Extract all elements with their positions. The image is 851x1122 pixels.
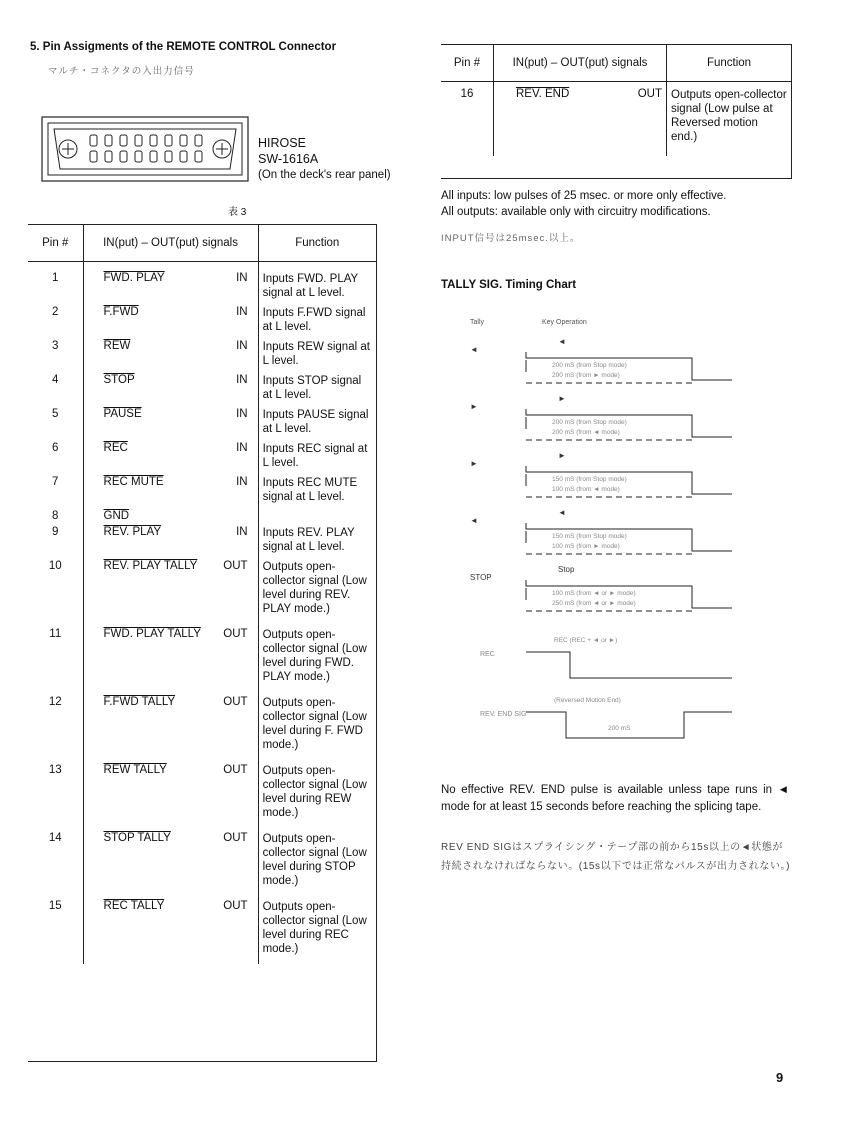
section-title-jp: マルチ・コネクタの入出力信号	[48, 66, 195, 77]
pin-signal: $\overline{GND}$	[103, 510, 130, 522]
pin-function: Inputs REC MUTE signal at L level.	[258, 472, 376, 506]
pin-signal: STOP TALLY	[103, 832, 171, 844]
connector-pin	[180, 135, 187, 146]
connector-pin	[135, 135, 142, 146]
chart-duration-1: 150 mS (from Stop mode)	[552, 476, 627, 483]
connector-model: SW-1616A	[258, 152, 319, 166]
pin-direction: OUT	[223, 628, 248, 640]
pin16-pin-header: Pin #	[441, 45, 494, 82]
pin-number: 15	[48, 900, 62, 912]
table-row	[28, 828, 376, 896]
pin-function: Outputs open-collector signal (Low level during REW mode.)	[258, 760, 376, 828]
table-row	[28, 506, 376, 522]
pin-function: Outputs open-collector signal (Low level during REC mode.)	[258, 896, 376, 964]
pin-function: Inputs REW signal at L level.	[258, 336, 376, 370]
table-row	[28, 624, 376, 692]
pin-number: 11	[49, 628, 62, 640]
pin-function: Inputs PAUSE signal at L level.	[258, 404, 376, 438]
pin-function	[258, 506, 376, 522]
pin-function: Inputs STOP signal at L level.	[258, 370, 376, 404]
timing-chart	[470, 310, 750, 750]
pin16-function-header: Function	[667, 45, 792, 82]
connector-maker: HIROSE	[258, 136, 306, 150]
connector-pin	[195, 135, 202, 146]
connector-pin	[90, 135, 97, 146]
pin-function: Outputs open-collector signal (Low level during STOP mode.)	[258, 828, 376, 896]
chart-duration-1: 200 mS (from Stop mode)	[552, 362, 627, 369]
chart-key-mark: ►	[558, 451, 566, 460]
chart-tally-label: ►	[470, 459, 478, 468]
pin-number: 7	[52, 476, 59, 488]
pin-signal: F.FWD TALLY	[103, 696, 176, 708]
table-row	[28, 692, 376, 760]
pin-signal: FWD. PLAY	[103, 272, 165, 284]
note-jp: INPUT信号は25msec.以上。	[441, 233, 581, 244]
chart-key-mark: ◄	[558, 337, 566, 346]
connector-pin	[165, 135, 172, 146]
pin-number: 3	[52, 340, 59, 352]
pin-direction: OUT	[223, 764, 248, 776]
pin-header: Pin #	[28, 225, 83, 262]
pin-number: 5	[52, 408, 59, 420]
chart-col-tally: Tally	[470, 319, 485, 326]
connector-pin	[105, 151, 112, 162]
pin-signal: PAUSE	[103, 408, 142, 420]
pin-direction: OUT	[223, 900, 248, 912]
pin-signal: REC MUTE	[103, 476, 164, 488]
chart-duration-1: 150 mS (from Stop mode)	[552, 533, 627, 540]
chart-revend-duration: 200 mS	[608, 725, 631, 732]
pin-direction: OUT	[223, 560, 248, 572]
table-row	[28, 262, 376, 303]
note-outputs: All outputs: available only with circuitry modifications.	[441, 206, 711, 218]
pin-function: Outputs open-collector signal (Low level during REV. PLAY mode.)	[258, 556, 376, 624]
connector-pin	[90, 151, 97, 162]
connector-pin	[120, 135, 127, 146]
pin-number: 1	[52, 272, 59, 284]
table-row	[28, 438, 376, 472]
pin-signal: $\overline{REW}$	[103, 340, 131, 352]
chart-tally-label: ►	[470, 402, 478, 411]
pin-function: Inputs REC signal at L level.	[258, 438, 376, 472]
pin-number: 4	[52, 374, 59, 386]
connector-pin	[120, 151, 127, 162]
chart-duration-2: 200 mS (from ► mode)	[552, 372, 620, 379]
pin-table	[28, 225, 376, 964]
pin-number: 9	[52, 526, 59, 538]
pin16-function: Outputs open-collector signal (Low pulse at Reversed motion end.)	[667, 82, 792, 157]
chart-duration-2: 100 mS (from ► mode)	[552, 543, 620, 550]
pin-signal: REV. PLAY	[103, 526, 162, 538]
connector-pin	[165, 151, 172, 162]
table-row	[28, 404, 376, 438]
table-row	[28, 302, 376, 336]
pin16-signals-header: IN(put) – OUT(put) signals	[494, 45, 667, 82]
pin-direction: IN	[236, 442, 248, 454]
pin-number: 13	[48, 764, 62, 776]
pin-number: 14	[48, 832, 62, 844]
pin-table-frame	[28, 224, 377, 1062]
pin-number: 8	[52, 510, 59, 522]
chart-duration-2: 200 mS (from ◄ mode)	[552, 429, 620, 436]
pin-number: 2	[52, 306, 59, 318]
pin-function: Outputs open-collector signal (Low level during F. FWD mode.)	[258, 692, 376, 760]
pin-signal: $\overline{REC}$	[103, 442, 128, 454]
chart-key-mark: Stop	[558, 565, 575, 574]
connector-pin	[150, 151, 157, 162]
pin-direction: IN	[236, 306, 248, 318]
connector-pin	[195, 151, 202, 162]
pin-function: Inputs F.FWD signal at L level.	[258, 302, 376, 336]
chart-rec-line	[526, 652, 732, 678]
table-row	[28, 556, 376, 624]
chart-key-mark: ◄	[558, 508, 566, 517]
chart-duration-1: 100 mS (from ◄ or ► mode)	[552, 590, 636, 597]
note-inputs: All inputs: low pulses of 25 msec. or more only effective.	[441, 190, 727, 202]
pin-signal: FWD. PLAY TALLY	[103, 628, 201, 640]
connector-pin	[150, 135, 157, 146]
chart-duration-1: 200 mS (from Stop mode)	[552, 419, 627, 426]
pin-number: 12	[48, 696, 62, 708]
pin-function: Outputs open-collector signal (Low level during FWD. PLAY mode.)	[258, 624, 376, 692]
table-row	[28, 370, 376, 404]
pin-function: Inputs FWD. PLAY signal at L level.	[258, 262, 376, 303]
table-row	[28, 522, 376, 556]
pin-number: 6	[52, 442, 59, 454]
pin-signal: REW TALLY	[103, 764, 167, 776]
pin-direction: IN	[236, 526, 248, 538]
pin-direction: IN	[236, 272, 248, 284]
pin-direction: OUT	[223, 832, 248, 844]
page-number: 9	[776, 1070, 784, 1085]
pin-function: Inputs REV. PLAY signal at L level.	[258, 522, 376, 556]
pin-signal: REV. PLAY TALLY	[103, 560, 198, 572]
pin-direction: IN	[236, 374, 248, 386]
pin16-signal: REV. END	[516, 88, 570, 100]
pin-direction: OUT	[223, 696, 248, 708]
pin-signal: STOP	[103, 374, 135, 386]
pin16-table	[441, 45, 791, 156]
footer-note-jp: REV END SIGはスプライシング・テープ部の前から15s以上の◄状態が持続されなければならない。(15s以下では正常なパルスが出力されない。)	[441, 842, 791, 872]
pin-direction: IN	[236, 408, 248, 420]
chart-tally-label: STOP	[470, 573, 492, 582]
pin16-direction: OUT	[637, 88, 662, 100]
chart-rec-key: REC (REC + ◄ or ►)	[554, 637, 618, 644]
pin-direction: IN	[236, 476, 248, 488]
table-row	[28, 336, 376, 370]
chart-col-key: Key Operation	[542, 319, 587, 326]
chart-tally-label: ◄	[470, 516, 478, 525]
connector-pin	[180, 151, 187, 162]
pin-signal: REC TALLY	[103, 900, 165, 912]
table-row	[28, 896, 376, 964]
footer-note: No effective REV. END pulse is available unless tape runs in ◄ mode for at least 15 seconds before reaching the splicing tape.	[441, 784, 789, 813]
pin16-number: 16	[460, 88, 474, 100]
table-caption: 表 3	[228, 207, 247, 218]
chart-duration-2: 250 mS (from ◄ or ► mode)	[552, 600, 636, 607]
section-title: 5. Pin Assigments of the REMOTE CONTROL Connector	[30, 41, 337, 53]
chart-revend-key: (Reversed Motion End)	[554, 697, 621, 704]
function-header: Function	[258, 225, 376, 262]
pin-direction: IN	[236, 340, 248, 352]
chart-revend-label: REV. END SIG	[480, 711, 527, 718]
table-row	[28, 760, 376, 828]
connector-pin	[105, 135, 112, 146]
chart-rec-label: REC	[480, 651, 495, 658]
pin-signal: F.FWD	[103, 306, 139, 318]
connector-diagram	[40, 115, 250, 183]
pin16-table-frame	[441, 44, 792, 179]
connector-location: (On the deck's rear panel)	[258, 169, 391, 181]
chart-title: TALLY SIG. Timing Chart	[441, 279, 577, 291]
connector-pin	[135, 151, 142, 162]
chart-tally-label: ◄	[470, 345, 478, 354]
signals-header: IN(put) – OUT(put) signals	[83, 225, 258, 262]
chart-key-mark: ►	[558, 394, 566, 403]
chart-duration-2: 100 mS (from ◄ mode)	[552, 486, 620, 493]
table-row	[28, 472, 376, 506]
pin-number: 10	[48, 560, 62, 572]
